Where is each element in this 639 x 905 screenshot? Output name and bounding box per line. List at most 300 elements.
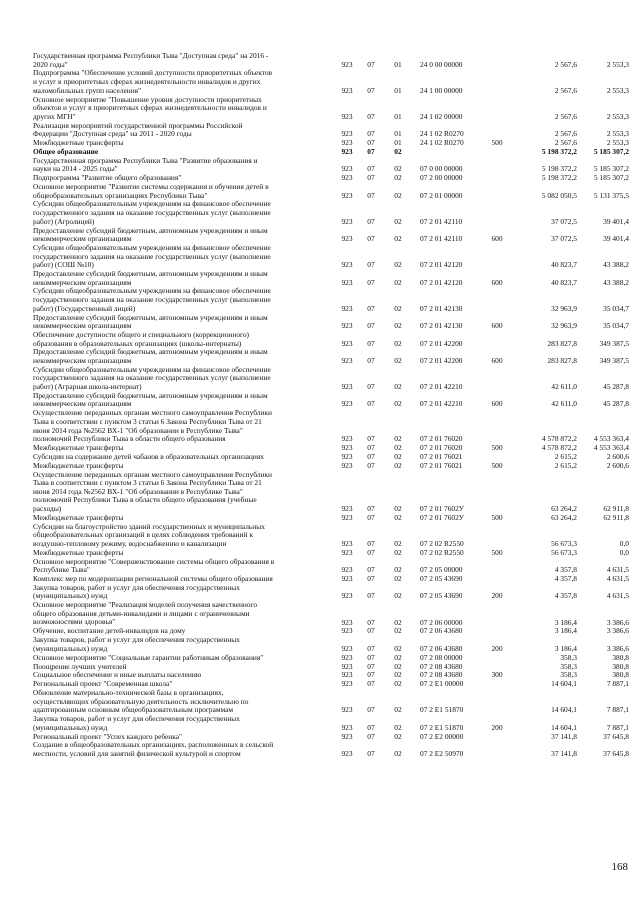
amount-2020-cell: 5 198 372,2 — [541, 146, 577, 156]
subsection-cell: 02 — [394, 679, 402, 689]
table-row — [0, 96, 639, 122]
item-name-cell: Реализация мероприятий государственной программы Российской Федерации "Доступная среда" на 2011 - 2020 годы — [33, 120, 243, 139]
table-row — [0, 287, 639, 313]
section-cell: 07 — [367, 679, 375, 689]
expense-type-cell: 500 — [491, 443, 503, 452]
section-cell: 07 — [367, 443, 375, 452]
item-name-cell: Субсидии общеобразовательным учреждениям на финансовое обеспечение государственного задания на оказание государственных услуг (выполнение работ) (Агролицей) — [33, 199, 271, 226]
section-cell: 07 — [367, 503, 375, 513]
ved-cell: 923 — [341, 399, 353, 409]
amount-2021-cell: 3 386,6 — [606, 626, 629, 636]
ved-cell: 923 — [341, 643, 353, 653]
amount-2021-cell: 4 553 363,4 — [593, 434, 629, 444]
item-name-cell: Субсидии общеобразовательным учреждениям на финансовое обеспечение государственного задания на оказание государственных услуг (выполнение работ) (Государственный лицей) — [33, 286, 271, 313]
amount-2021-cell: 7 887,1 — [606, 679, 629, 689]
ved-cell: 923 — [341, 129, 353, 139]
subsection-cell: 02 — [394, 722, 402, 732]
amount-2020-cell: 37 072,5 — [551, 234, 577, 244]
amount-2021-cell: 37 645,8 — [603, 731, 629, 741]
amount-2021-cell: 3 386,6 — [606, 643, 629, 653]
item-name-cell: Осуществление переданных органам местного самоуправления Республики Тыва в соответствии с пунктом 3 статьи 6 Закона Республики Тыва от 21 июня 2014 года №2562 ВХ-1 "Об образовании в Республике Тыва" полномочий Республики Тыва в области общего образования — [33, 408, 272, 444]
amount-2020-cell: 37 072,5 — [551, 216, 577, 226]
amount-2020-cell: 42 611,0 — [551, 382, 577, 392]
section-cell: 07 — [367, 129, 375, 139]
amount-2020-cell: 2 615,2 — [554, 460, 577, 470]
expense-type-cell: 500 — [491, 512, 503, 522]
amount-2021-cell: 62 911,8 — [603, 512, 629, 522]
section-cell: 07 — [367, 303, 375, 313]
amount-2020-cell: 14 604,1 — [551, 722, 577, 732]
section-cell: 07 — [367, 190, 375, 200]
section-cell: 07 — [367, 321, 375, 331]
item-name-cell: Основное мероприятие "Совершенствование системы общего образования в Республике Тыва" — [33, 556, 275, 575]
amount-2021-cell: 43 388,2 — [603, 260, 629, 270]
target-item-cell: 07 2 01 42210 — [420, 399, 463, 409]
amount-2021-cell: 380,8 — [612, 652, 629, 662]
target-item-cell: 07 2 01 42130 — [420, 321, 463, 331]
amount-2020-cell: 283 827,8 — [547, 355, 577, 365]
subsection-cell: 02 — [394, 591, 402, 601]
amount-2021-cell: 39 401,4 — [603, 234, 629, 244]
table-row — [0, 52, 639, 69]
page-number: 168 — [611, 861, 628, 873]
amount-2020-cell: 40 823,7 — [551, 277, 577, 287]
ved-cell: 923 — [341, 146, 353, 156]
table-row — [0, 584, 639, 601]
amount-2021-cell: 4 631,5 — [606, 565, 629, 575]
ved-cell: 923 — [341, 382, 353, 392]
expense-type-cell: 200 — [491, 722, 503, 732]
item-name-cell: Предоставление субсидий бюджетным, автономным учреждениям и иным некоммерческим организациям — [33, 390, 268, 409]
ved-cell: 923 — [341, 503, 353, 513]
ved-cell: 923 — [341, 138, 353, 147]
item-name-cell: Основное мероприятие "Развитие системы содержания и обучения детей в общеобразовательных организациях Республики Тыва" — [33, 182, 269, 200]
amount-2020-cell: 63 264,2 — [551, 503, 577, 513]
amount-2021-cell: 0,0 — [619, 538, 629, 548]
ved-cell: 923 — [341, 652, 353, 662]
amount-2020-cell: 2 615,2 — [554, 451, 577, 461]
item-name-cell: Обновление материально-технической базы в организациях, осуществляющих образовательную деятельность исключительно по адаптированным основным общеобразовательным программам — [33, 688, 249, 715]
target-item-cell: 07 2 01 00000 — [420, 190, 463, 200]
target-item-cell: 07 2 E1 00000 — [420, 679, 464, 689]
target-item-cell: 24 0 00 00000 — [420, 59, 463, 69]
ved-cell: 923 — [341, 190, 353, 200]
amount-2020-cell: 3 186,4 — [554, 643, 577, 653]
amount-2020-cell: 2 567,6 — [554, 59, 577, 69]
table-row — [0, 244, 639, 270]
ved-cell: 923 — [341, 260, 353, 270]
target-item-cell: 07 2 05 43690 — [420, 591, 463, 601]
ved-cell: 923 — [341, 748, 353, 758]
amount-2020-cell: 4 357,8 — [554, 565, 577, 575]
table-row — [0, 654, 639, 663]
amount-2021-cell: 5 185 307,2 — [593, 146, 629, 156]
target-item-cell: 07 2 08 00000 — [420, 652, 463, 662]
subsection-cell: 01 — [394, 111, 402, 121]
subsection-cell: 02 — [394, 547, 402, 557]
item-name-cell: Государственная программа Республики Тыва "Доступная среда" на 2016 - 2020 годы" — [33, 51, 269, 69]
amount-2021-cell: 3 386,6 — [606, 617, 629, 627]
ved-cell: 923 — [341, 434, 353, 444]
target-item-cell: 07 2 02 R2550 — [420, 547, 464, 557]
target-item-cell: 07 2 01 42200 — [420, 338, 463, 348]
ved-cell: 923 — [341, 277, 353, 287]
section-cell: 07 — [367, 460, 375, 470]
ved-cell: 923 — [341, 216, 353, 226]
amount-2021-cell: 43 388,2 — [603, 277, 629, 287]
ved-cell: 923 — [341, 59, 353, 69]
target-item-cell: 07 2 01 42130 — [420, 303, 463, 313]
expense-type-cell: 600 — [491, 277, 503, 287]
amount-2020-cell: 63 264,2 — [551, 512, 577, 522]
subsection-cell: 02 — [394, 643, 402, 653]
target-item-cell: 07 2 05 00000 — [420, 565, 463, 575]
item-name-cell: Межбюджетные трансферты — [33, 443, 124, 452]
amount-2021-cell: 35 034,7 — [603, 321, 629, 331]
section-cell: 07 — [367, 652, 375, 662]
amount-2020-cell: 32 963,9 — [551, 303, 577, 313]
amount-2020-cell: 3 186,4 — [554, 626, 577, 636]
section-cell: 07 — [367, 399, 375, 409]
subsection-cell: 02 — [394, 443, 402, 452]
amount-2020-cell: 5 198 372,2 — [541, 164, 577, 174]
section-cell: 07 — [367, 85, 375, 95]
subsection-cell: 02 — [394, 234, 402, 244]
subsection-cell: 02 — [394, 565, 402, 575]
section-cell: 07 — [367, 355, 375, 365]
subsection-cell: 02 — [394, 574, 402, 583]
target-item-cell: 07 2 01 42110 — [420, 234, 463, 244]
subsection-cell: 02 — [394, 216, 402, 226]
ved-cell: 923 — [341, 591, 353, 601]
amount-2021-cell: 2 553,3 — [606, 59, 629, 69]
ved-cell: 923 — [341, 547, 353, 557]
subsection-cell: 02 — [394, 626, 402, 636]
table-row — [0, 549, 639, 558]
amount-2020-cell: 42 611,0 — [551, 399, 577, 409]
section-cell: 07 — [367, 164, 375, 174]
ved-cell: 923 — [341, 538, 353, 548]
subsection-cell: 02 — [394, 705, 402, 715]
section-cell: 07 — [367, 434, 375, 444]
ved-cell: 923 — [341, 661, 353, 671]
target-item-cell: 07 2 E1 51870 — [420, 705, 464, 715]
subsection-cell: 02 — [394, 652, 402, 662]
target-item-cell: 07 2 01 42200 — [420, 355, 463, 365]
amount-2021-cell: 4 631,5 — [606, 591, 629, 601]
expense-type-cell: 200 — [491, 591, 503, 601]
amount-2020-cell: 5 198 372,2 — [541, 173, 577, 183]
target-item-cell: 07 2 06 43680 — [420, 626, 463, 636]
table-row — [0, 601, 639, 627]
section-cell: 07 — [367, 574, 375, 583]
item-name-cell: Межбюджетные трансферты — [33, 138, 124, 147]
expense-type-cell: 600 — [491, 234, 503, 244]
table-row — [0, 462, 639, 471]
expense-type-cell: 600 — [491, 355, 503, 365]
item-name-cell: Обучение, воспитание детей-инвалидов на дому — [33, 626, 186, 636]
item-name-cell: Обеспечение доступности общего и специального (коррекционного) образования в образовательных организациях (школы-интернаты) — [33, 329, 250, 348]
target-item-cell: 07 2 06 00000 — [420, 617, 463, 627]
section-cell: 07 — [367, 59, 375, 69]
subsection-cell: 02 — [394, 748, 402, 758]
target-item-cell: 07 2 05 43690 — [420, 574, 463, 583]
subsection-cell: 02 — [394, 538, 402, 548]
amount-2020-cell: 37 141,8 — [551, 748, 577, 758]
target-item-cell: 07 2 E1 51870 — [420, 722, 464, 732]
subsection-cell: 02 — [394, 260, 402, 270]
table-row — [0, 122, 639, 139]
subsection-cell: 02 — [394, 731, 402, 741]
subsection-cell: 02 — [394, 190, 402, 200]
expense-type-cell: 300 — [491, 670, 503, 680]
subsection-cell: 02 — [394, 617, 402, 627]
section-cell: 07 — [367, 512, 375, 522]
section-cell: 07 — [367, 617, 375, 627]
target-item-cell: 07 2 01 42120 — [420, 277, 463, 287]
amount-2020-cell: 14 604,1 — [551, 705, 577, 715]
section-cell: 07 — [367, 661, 375, 671]
target-item-cell: 07 2 01 7602У — [420, 503, 465, 513]
section-cell: 07 — [367, 565, 375, 575]
target-item-cell: 07 2 02 R2550 — [420, 538, 464, 548]
expense-type-cell: 200 — [491, 643, 503, 653]
item-name-cell: Предоставление субсидий бюджетным, автономным учреждениям и иным некоммерческим организациям — [33, 225, 268, 244]
section-cell: 07 — [367, 547, 375, 557]
item-name-cell: Поощрение лучших учителей — [33, 661, 127, 671]
subsection-cell: 02 — [394, 399, 402, 409]
ved-cell: 923 — [341, 173, 353, 183]
amount-2021-cell: 7 887,1 — [606, 705, 629, 715]
section-cell: 07 — [367, 731, 375, 741]
amount-2021-cell: 2 553,3 — [606, 85, 629, 95]
amount-2021-cell: 62 911,8 — [603, 503, 629, 513]
table-row — [0, 471, 639, 514]
amount-2021-cell: 5 185 307,2 — [593, 164, 629, 174]
item-name-cell: Субсидии общеобразовательным учреждениям на финансовое обеспечение государственного задания на оказание государственных услуг (выполнение работ) (Аграрная школа-интернат) — [33, 364, 271, 392]
ved-cell: 923 — [341, 626, 353, 636]
section-cell: 07 — [367, 111, 375, 121]
section-cell: 07 — [367, 234, 375, 244]
section-cell: 07 — [367, 722, 375, 732]
ved-cell: 923 — [341, 512, 353, 522]
item-name-cell: Комплекс мер по модернизации региональной системы общего образования — [33, 574, 273, 583]
amount-2020-cell: 2 567,6 — [554, 85, 577, 95]
amount-2021-cell: 2 553,3 — [606, 111, 629, 121]
subsection-cell: 01 — [394, 138, 402, 147]
amount-2020-cell: 3 186,4 — [554, 617, 577, 627]
section-cell: 07 — [367, 748, 375, 758]
item-name-cell: Основное мероприятие "Повышение уровня доступности приоритетных объектов и услуг в приоритетных сферах жизнедеятельности инвалидов и других МГН" — [33, 94, 267, 121]
table-row — [0, 689, 639, 715]
target-item-cell: 07 2 E2 00000 — [420, 731, 464, 741]
section-cell: 07 — [367, 173, 375, 183]
expense-type-cell: 500 — [491, 547, 503, 557]
amount-2021-cell: 349 387,5 — [599, 355, 629, 365]
amount-2020-cell: 56 673,3 — [551, 538, 577, 548]
table-row — [0, 331, 639, 348]
subsection-cell: 01 — [394, 59, 402, 69]
subsection-cell: 01 — [394, 85, 402, 95]
ved-cell: 923 — [341, 303, 353, 313]
expense-type-cell: 600 — [491, 399, 503, 409]
amount-2020-cell: 4 578 872,2 — [541, 434, 577, 444]
table-row — [0, 183, 639, 200]
table-row — [0, 69, 639, 95]
subsection-cell: 02 — [394, 173, 402, 183]
ved-cell: 923 — [341, 111, 353, 121]
table-row — [0, 523, 639, 549]
subsection-cell: 02 — [394, 661, 402, 671]
section-cell: 07 — [367, 670, 375, 680]
table-row — [0, 558, 639, 575]
amount-2020-cell: 4 578 872,2 — [541, 443, 577, 452]
item-name-cell: Межбюджетные трансферты — [33, 547, 124, 557]
amount-2021-cell: 7 887,1 — [606, 722, 629, 732]
item-name-cell: Субсидии общеобразовательным учреждениям на финансовое обеспечение государственного задания на оказание государственных услуг (выполнение работ) (СОШ №10) — [33, 242, 271, 270]
target-item-cell: 24 1 02 00000 — [420, 111, 463, 121]
section-cell: 07 — [367, 705, 375, 715]
target-item-cell: 07 2 06 43680 — [420, 643, 463, 653]
ved-cell: 923 — [341, 234, 353, 244]
amount-2020-cell: 358,3 — [560, 661, 577, 671]
amount-2020-cell: 358,3 — [560, 652, 577, 662]
target-item-cell: 07 2 01 76021 — [420, 451, 463, 461]
amount-2021-cell: 4 553 363,4 — [593, 443, 629, 452]
amount-2021-cell: 4 631,5 — [606, 574, 629, 583]
table-row — [0, 392, 639, 409]
ved-cell: 923 — [341, 670, 353, 680]
table-row — [0, 636, 639, 653]
item-name-cell: Предоставление субсидий бюджетным, автономным учреждениям и иным некоммерческим организациям — [33, 312, 268, 331]
ved-cell: 923 — [341, 705, 353, 715]
section-cell: 07 — [367, 382, 375, 392]
item-name-cell: Основное мероприятие "Социальные гарантии работникам образования" — [33, 652, 264, 662]
ved-cell: 923 — [341, 443, 353, 452]
amount-2021-cell: 380,8 — [612, 661, 629, 671]
table-row — [0, 270, 639, 287]
target-item-cell: 24 1 02 R0270 — [420, 138, 464, 147]
expense-type-cell: 500 — [491, 138, 503, 147]
item-name-cell: Субсидии на благоустройство зданий государственных и муниципальных общеобразовательных организаций в целях соблюдения требований к воздушно-тепловому режиму, водоснабжению и канализации — [33, 521, 265, 548]
amount-2020-cell: 4 357,8 — [554, 591, 577, 601]
section-cell: 07 — [367, 260, 375, 270]
target-item-cell: 07 2 01 7602У — [420, 512, 465, 522]
item-name-cell: Закупка товаров, работ и услуг для обеспечения государственных (муниципальных) нужд — [33, 582, 240, 601]
item-name-cell: Подпрограмма "Развитие общего образования" — [33, 173, 182, 183]
amount-2021-cell: 2 553,3 — [606, 129, 629, 139]
subsection-cell: 02 — [394, 512, 402, 522]
item-name-cell: Создание в общеобразовательных организациях, расположенных в сельской местности, условий для занятий физической культурой и спортом — [33, 740, 274, 758]
item-name-cell: Общее образование — [33, 146, 99, 156]
amount-2020-cell: 2 567,6 — [554, 129, 577, 139]
ved-cell: 923 — [341, 338, 353, 348]
amount-2020-cell: 283 827,8 — [547, 338, 577, 348]
amount-2020-cell: 358,3 — [560, 670, 577, 680]
item-name-cell: Предоставление субсидий бюджетным, автономным учреждениям и иным некоммерческим организациям — [33, 347, 268, 365]
target-item-cell: 07 2 01 42110 — [420, 216, 463, 226]
amount-2020-cell: 2 567,6 — [554, 111, 577, 121]
target-item-cell: 07 2 00 00000 — [420, 173, 463, 183]
section-cell: 07 — [367, 277, 375, 287]
section-cell: 07 — [367, 626, 375, 636]
section-cell: 07 — [367, 338, 375, 348]
amount-2020-cell: 2 567,6 — [554, 138, 577, 147]
amount-2020-cell: 14 604,1 — [551, 679, 577, 689]
amount-2021-cell: 349 387,5 — [599, 338, 629, 348]
subsection-cell: 02 — [394, 338, 402, 348]
amount-2021-cell: 45 287,8 — [603, 399, 629, 409]
amount-2021-cell: 0,0 — [619, 547, 629, 557]
item-name-cell: Межбюджетные трансферты — [33, 460, 124, 470]
amount-2020-cell: 56 673,3 — [551, 547, 577, 557]
expense-type-cell: 500 — [491, 460, 503, 470]
item-name-cell: Подпрограмма "Обеспечение условий доступности приоритетных объектов и услуг в приоритетных сферах жизнедеятельности инвалидов и других маломобильных групп населения" — [33, 68, 273, 95]
target-item-cell: 07 0 00 00000 — [420, 164, 463, 174]
section-cell: 07 — [367, 216, 375, 226]
amount-2020-cell: 4 357,8 — [554, 574, 577, 583]
section-cell: 07 — [367, 643, 375, 653]
table-row — [0, 366, 639, 392]
target-item-cell: 07 2 01 76020 — [420, 443, 463, 452]
subsection-cell: 02 — [394, 277, 402, 287]
ved-cell: 923 — [341, 722, 353, 732]
target-item-cell: 07 2 08 43680 — [420, 661, 463, 671]
ved-cell: 923 — [341, 617, 353, 627]
amount-2020-cell: 40 823,7 — [551, 260, 577, 270]
expense-type-cell: 600 — [491, 321, 503, 331]
amount-2021-cell: 380,8 — [612, 670, 629, 680]
table-row — [0, 227, 639, 244]
item-name-cell: Государственная программа Республики Тыва "Развитие образования и науки на 2014 - 2025 годы" — [33, 155, 258, 174]
section-cell: 07 — [367, 138, 375, 147]
subsection-cell: 02 — [394, 460, 402, 470]
target-item-cell: 07 2 01 76020 — [420, 434, 463, 444]
section-cell: 07 — [367, 451, 375, 461]
subsection-cell: 02 — [394, 382, 402, 392]
target-item-cell: 07 2 08 43680 — [420, 670, 463, 680]
section-cell: 07 — [367, 146, 375, 156]
amount-2021-cell: 2 600,6 — [606, 460, 629, 470]
subsection-cell: 02 — [394, 164, 402, 174]
subsection-cell: 02 — [394, 670, 402, 680]
ved-cell: 923 — [341, 679, 353, 689]
amount-2020-cell: 37 141,8 — [551, 731, 577, 741]
amount-2021-cell: 45 287,8 — [603, 382, 629, 392]
amount-2021-cell: 35 034,7 — [603, 303, 629, 313]
amount-2020-cell: 32 963,9 — [551, 321, 577, 331]
subsection-cell: 02 — [394, 434, 402, 444]
target-item-cell: 07 2 01 76021 — [420, 460, 463, 470]
subsection-cell: 02 — [394, 503, 402, 513]
target-item-cell: 24 1 02 R0270 — [420, 129, 464, 139]
section-cell: 07 — [367, 538, 375, 548]
target-item-cell: 07 2 E2 50970 — [420, 748, 464, 758]
item-name-cell: Осуществление переданных органам местного самоуправления Республики Тыва в соответствии с пунктом 3 статьи 6 Закона Республики Тыва от 21 июня 2014 года №2562 ВХ-1 "Об образовании в Республике Тыва" полномочий Республики Тыва в области общего образования (учебные расходы) — [33, 469, 272, 513]
ved-cell: 923 — [341, 731, 353, 741]
table-row — [0, 741, 639, 758]
subsection-cell: 02 — [394, 451, 402, 461]
subsection-cell: 01 — [394, 129, 402, 139]
ved-cell: 923 — [341, 460, 353, 470]
item-name-cell: Социальное обеспечение и иные выплаты населению — [33, 670, 202, 680]
item-name-cell: Субсидии на содержание детей чабанов в образовательных организациях — [33, 451, 264, 461]
item-name-cell: Закупка товаров, работ и услуг для обеспечения государственных (муниципальных) нужд — [33, 635, 240, 653]
amount-2021-cell: 2 553,3 — [606, 138, 629, 147]
ved-cell: 923 — [341, 321, 353, 331]
item-name-cell: Закупка товаров, работ и услуг для обеспечения государственных (муниципальных) нужд — [33, 714, 240, 732]
amount-2021-cell: 37 645,8 — [603, 748, 629, 758]
